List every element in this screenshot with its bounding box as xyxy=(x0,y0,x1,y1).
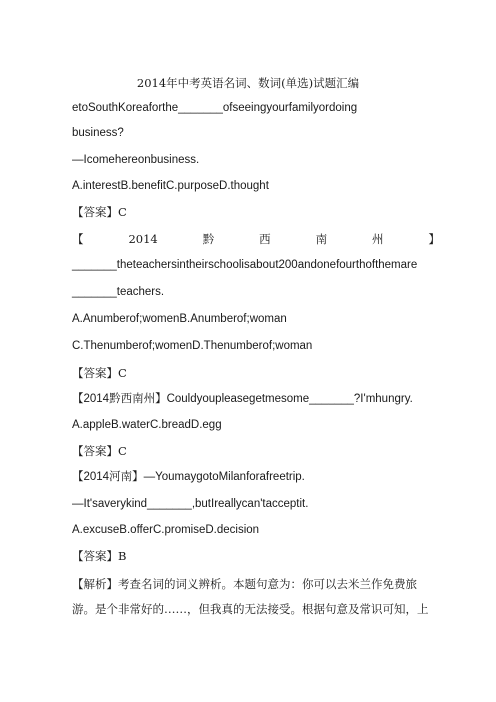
document-title: 2014年中考英语名词、数词(单选)试题汇编 xyxy=(136,76,360,90)
text-line: A.interestB.benefitC.purposeD.thought xyxy=(72,180,269,192)
header-bracket-open: 【 xyxy=(72,232,84,246)
header-year: 2014 xyxy=(128,232,158,246)
text-line: etoSouthKoreaforthe_______ofseeingyourfamilyordoing xyxy=(72,102,358,114)
header-char: 西 xyxy=(259,232,271,246)
text-line: A.Anumberof;womenB.Anumberof;woman xyxy=(72,313,287,325)
header-char: 南 xyxy=(315,232,328,246)
text-line: —It'saverykind_______,butIreallycan'tacceptit. xyxy=(72,498,309,510)
answer-line: 【答案】C xyxy=(72,366,127,380)
analysis-line: 游。是个非常好的……，但我真的无法接受。根据句意及常识可知，上 xyxy=(72,602,429,616)
answer-line: 【答案】C xyxy=(72,444,127,458)
text-line: 【2014河南】—YoumaygotoMilanforafreetrip. xyxy=(72,471,305,483)
question-source-header xyxy=(72,231,440,247)
text-line: _______teachers. xyxy=(72,286,165,298)
text-line: business? xyxy=(72,127,124,139)
header-bracket-close: 】 xyxy=(428,232,440,246)
text-line: A.excuseB.offerC.promiseD.decision xyxy=(72,524,260,536)
text-line: _______theteachersintheirschoolisabout200andonefourthofthemare xyxy=(72,259,418,271)
answer-line: 【答案】C xyxy=(72,205,127,219)
header-char: 州 xyxy=(372,232,384,246)
text-line: —Icomehereonbusiness. xyxy=(72,154,200,166)
header-char: 黔 xyxy=(202,232,215,246)
analysis-line: 【解析】考查名词的词义辨析。本题句意为：你可以去米兰作免费旅 xyxy=(72,577,417,591)
answer-line: 【答案】B xyxy=(72,549,127,563)
text-line: C.Thenumberof;womenD.Thenumberof;woman xyxy=(72,340,313,352)
text-line: 【2014黔西南州】Couldyoupleasegetmesome_______?I'mhungry. xyxy=(72,393,413,405)
text-line: A.appleB.waterC.breadD.egg xyxy=(72,419,222,431)
